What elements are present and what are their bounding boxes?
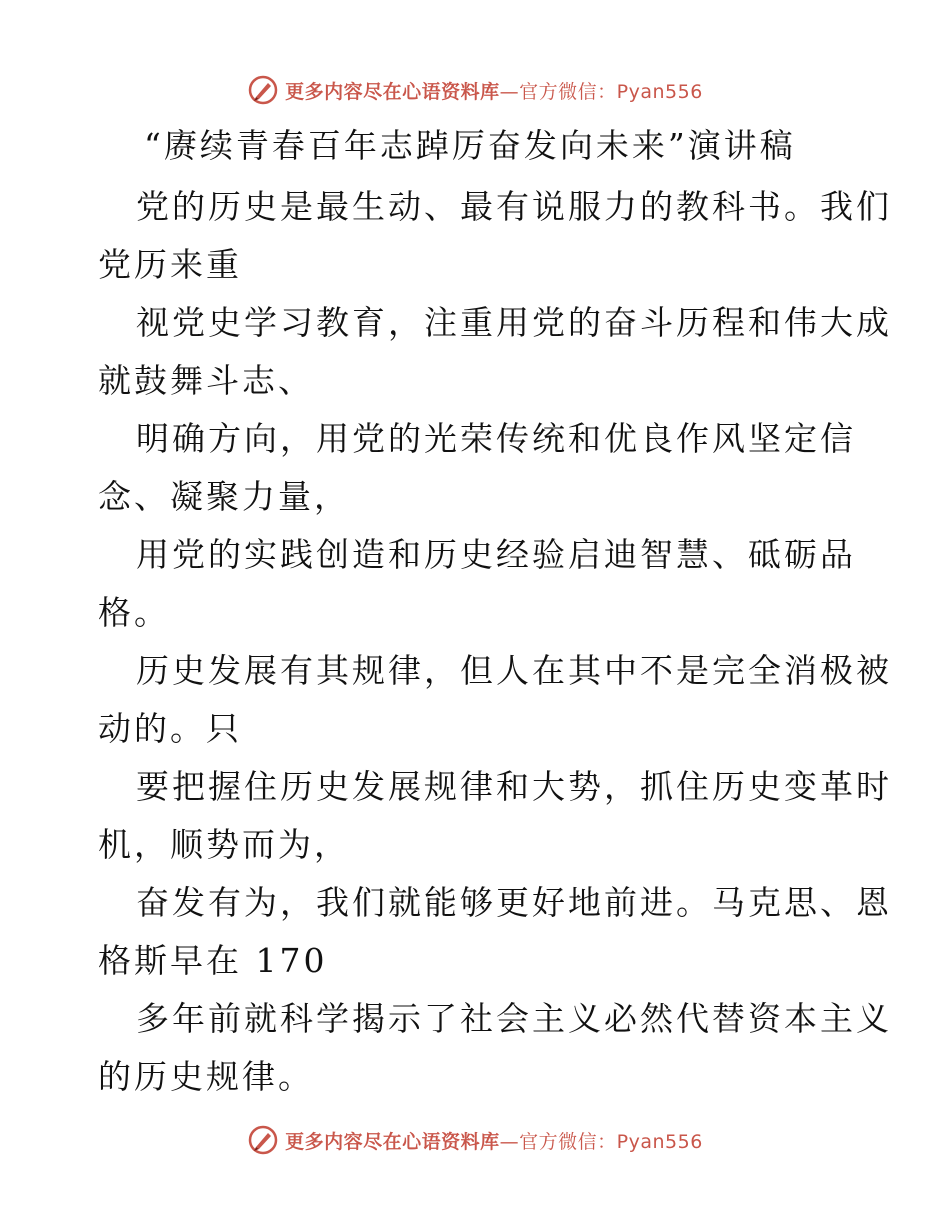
paragraph-line: 历史发展有其规律，但人在其中不是完全消极被 <box>136 651 892 690</box>
watermark-main-text: 更多内容尽在心语资料库 <box>285 80 500 103</box>
pen-logo-icon <box>247 74 279 106</box>
watermark-wechat-text: 官方微信：Pyan556 <box>519 1130 703 1153</box>
paragraph <box>98 294 892 410</box>
paragraph-line: 奋发有为，我们就能够更好地前进。马克思、恩 <box>136 883 892 922</box>
paragraph <box>98 874 892 990</box>
paragraph <box>98 758 892 874</box>
paragraph <box>98 410 858 526</box>
paragraph-line: 党历来重 <box>98 245 242 284</box>
watermark-text <box>285 77 703 104</box>
pen-logo-icon <box>247 1124 279 1156</box>
watermark-separator: — <box>499 1130 520 1153</box>
paragraph-line: 多年前就科学揭示了社会主义必然代替资本主义 <box>136 999 892 1038</box>
paragraph-line: 格。 <box>98 593 170 632</box>
paragraph-line: 就鼓舞斗志、 <box>98 361 314 400</box>
paragraph-line: 要把握住历史发展规律和大势，抓住历史变革时 <box>136 767 892 806</box>
watermark-wechat-text: 官方微信：Pyan556 <box>519 80 703 103</box>
paragraph-line: 机，顺势而为， <box>98 825 350 864</box>
paragraph-line: 用党的实践创造和历史经验启迪智慧、砥砺品 <box>136 535 856 574</box>
paragraph-line: 动的。只 <box>98 709 242 748</box>
paragraph <box>98 990 892 1106</box>
paragraph-line: 格斯早在 170 <box>98 941 328 980</box>
footer-watermark-banner <box>0 1122 950 1158</box>
paragraph <box>98 178 892 294</box>
paragraph-line: 念、凝聚力量， <box>98 477 350 516</box>
paragraph-line: 明确方向，用党的光荣传统和优良作风坚定信 <box>136 419 856 458</box>
paragraph-line: 党的历史是最生动、最有说服力的教科书。我们 <box>136 187 892 226</box>
paragraph-line: 的历史规律。 <box>98 1057 314 1096</box>
watermark-main-text: 更多内容尽在心语资料库 <box>285 1130 500 1153</box>
paragraph <box>98 526 858 642</box>
document-title: “赓续青春百年志踔厉奋发向未来”演讲稿 <box>144 126 796 165</box>
document-body <box>98 178 892 1106</box>
paragraph <box>98 642 892 758</box>
watermark-separator: — <box>499 80 520 103</box>
paragraph-line: 视党史学习教育，注重用党的奋斗历程和伟大成 <box>136 303 892 342</box>
header-watermark-banner <box>0 72 950 108</box>
watermark-text <box>285 1127 703 1154</box>
